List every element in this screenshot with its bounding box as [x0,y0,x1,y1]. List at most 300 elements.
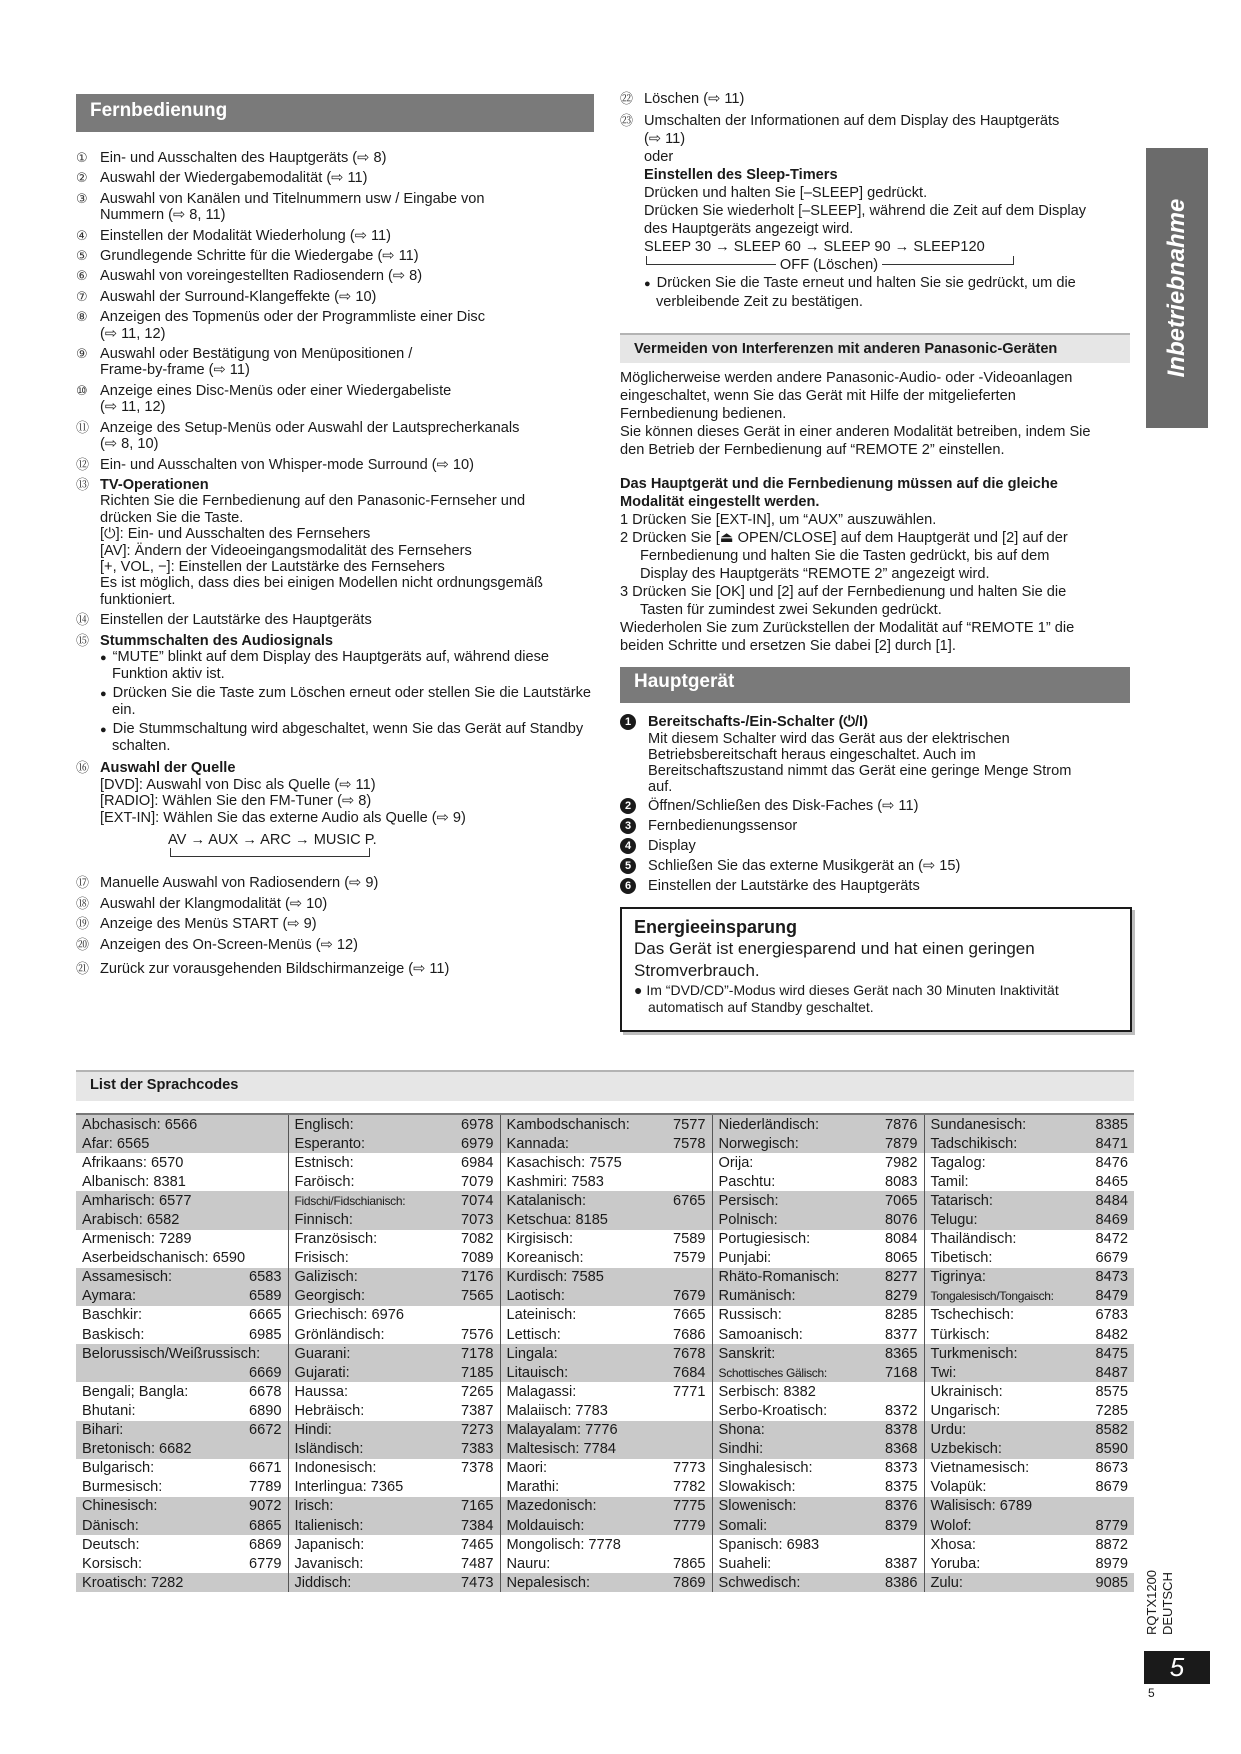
language-name: Georgisch: [294,1288,366,1305]
language-name: Orija: [718,1154,754,1171]
language-name: Bulgarisch: [82,1460,155,1477]
section-side-tab [1146,148,1208,428]
language-cell [924,1516,1134,1535]
language-cell [924,1268,1134,1287]
language-code: 7383 [461,1441,494,1458]
language-cell [288,1497,500,1516]
remote-item [76,191,606,224]
language-cell [712,1287,924,1306]
source-cycle: AV → AUX → ARC → MUSIC P. [168,832,377,849]
language-cell [288,1287,500,1306]
language-name: Kurdisch: 7585 [506,1269,604,1286]
language-name: Telugu: [930,1212,978,1229]
item-text [100,633,606,757]
item-text [100,248,606,264]
item-text-line: (⇨ 8, 10) [100,436,159,453]
language-cell [712,1249,924,1268]
item-text [642,713,1140,795]
language-cell [500,1535,712,1554]
language-cell [924,1421,1134,1440]
language-cell [500,1421,712,1440]
language-name: Laotisch: [506,1288,565,1305]
item-text [100,268,606,284]
language-name: Kambodschanisch: [506,1116,630,1133]
language-cell [76,1325,288,1344]
language-name: Japanisch: [294,1536,365,1553]
language-cell [924,1191,1134,1210]
language-cell [712,1325,924,1344]
language-name: Twi: [930,1364,957,1381]
language-cell [712,1478,924,1497]
language-code: 8575 [1095,1383,1128,1400]
item-text [100,457,606,473]
language-code: 8084 [885,1231,918,1248]
language-cell [924,1401,1134,1420]
tv-line: Es ist möglich, dass dies bei einigen Modellen nicht ordnungsgemäß [100,575,543,592]
language-row [76,1382,1134,1401]
language-name: Galizisch: [294,1269,358,1286]
language-name: Korsisch: [82,1555,143,1572]
main-unit-list [620,713,1140,895]
language-name: Kirgisisch: [506,1231,573,1248]
language-cell [924,1573,1134,1592]
interference-step-line: Wiederholen Sie zum Zurückstellen der Modalität auf “REMOTE 1” die [620,620,1075,636]
language-row [76,1459,1134,1478]
interference-step-line: Fernbedienung und halten Sie die Tasten gedrückt, bis auf dem [640,548,1050,564]
language-cell [288,1554,500,1573]
language-cell [500,1153,712,1172]
language-code: 8378 [885,1422,918,1439]
language-code: 7082 [461,1231,494,1248]
item-number: ㉓ [620,113,634,128]
language-cell [288,1535,500,1554]
language-name: Litauisch: [506,1364,569,1381]
language-row [76,1172,1134,1191]
language-cell [500,1191,712,1210]
language-name: Ukrainisch: [930,1383,1003,1400]
language-cell [712,1115,924,1134]
remote-items-column [76,150,606,981]
language-row [76,1363,1134,1382]
language-name: Amharisch: 6577 [82,1192,192,1209]
language-name: Kashmiri: 7583 [506,1173,604,1190]
language-code: 7869 [673,1574,706,1591]
item-text: Auswahl der Klangmodalität (⇨ 10) [100,895,328,912]
source-line: [DVD]: Auswahl von Disc als Quelle (⇨ 11) [100,776,376,793]
language-cell [76,1440,288,1459]
language-cell [288,1573,500,1592]
doc-language: DEUTSCH [1160,1572,1175,1635]
main-unit-item-line: Bereitschaftszustand nimmt das Gerät eine geringe Menge Strom [648,763,1072,779]
language-name: Rhäto-Romanisch: [718,1269,840,1286]
language-name: Serbo-Kroatisch: [718,1402,828,1419]
language-name: Rumänisch: [718,1288,796,1305]
language-code: 6869 [249,1536,282,1553]
language-name: Armenisch: 7289 [82,1231,192,1248]
language-code: 8379 [885,1517,918,1534]
language-code: 7178 [461,1345,494,1362]
language-name: Vietnamesisch: [930,1460,1030,1477]
language-name: Sundanesisch: [930,1116,1027,1133]
language-row [76,1344,1134,1363]
language-code: 7684 [673,1364,706,1381]
energy-title: Energieeinsparung [634,917,798,937]
language-cell [288,1210,500,1229]
item-text [100,760,606,871]
item-number: ⑫ [76,456,90,472]
language-name: Bretonisch: 6682 [82,1441,192,1458]
main-unit-item-line: Mit diesem Schalter wird das Gerät aus der elektrischen [648,731,1010,747]
language-cell [712,1516,924,1535]
language-row [76,1325,1134,1344]
item-text-line: Auswahl von voreingestellten Radiosendern (⇨ 8) [100,268,423,285]
language-cell [500,1497,712,1516]
language-cell [288,1459,500,1478]
language-code: 8475 [1095,1345,1128,1362]
remote-item [76,383,606,416]
language-code: 6671 [249,1460,282,1477]
language-code: 7578 [673,1135,706,1152]
language-cell [288,1382,500,1401]
item-text [100,150,606,166]
language-cell [500,1344,712,1363]
language-cell [76,1478,288,1497]
language-cell [76,1344,288,1363]
remote-item [76,457,606,473]
language-row [76,1268,1134,1287]
language-cell [712,1230,924,1249]
language-cell [288,1230,500,1249]
item-number: ㉒ [620,91,634,106]
item-number: 6 [620,878,636,894]
language-name: Lateinisch: [506,1307,577,1324]
language-code: 7679 [673,1288,706,1305]
language-code: 6589 [249,1288,282,1305]
language-row [76,1287,1134,1306]
language-cell [76,1306,288,1325]
item-number: 2 [620,798,636,814]
item-number: ⑲ [76,916,90,932]
language-cell [500,1172,712,1191]
remote-item [76,420,606,453]
language-code: 7678 [673,1345,706,1362]
language-name: Esperanto: [294,1135,366,1152]
language-name: Schwedisch: [718,1574,801,1591]
language-code: 7487 [461,1555,494,1572]
language-cell [500,1115,712,1134]
language-name: Ketschua: 8185 [506,1212,608,1229]
language-cell [500,1478,712,1497]
language-name: Uzbekisch: [930,1441,1002,1458]
language-name: Urdu: [930,1422,967,1439]
main-unit-item-line: Fernbedienungssensor [648,818,798,834]
source-heading: Auswahl der Quelle [100,760,236,777]
item-number: 4 [620,838,636,854]
language-code: 7773 [673,1460,706,1477]
item-text-line: Ein- und Ausschalten des Hauptgeräts (⇨ 8) [100,150,387,166]
language-code: 7771 [673,1383,706,1400]
language-name: Englisch: [294,1116,354,1133]
language-cell [712,1153,924,1172]
language-name: Tamil: [930,1173,969,1190]
item-number: 5 [620,858,636,874]
language-code: 7565 [461,1288,494,1305]
language-code: 8365 [885,1345,918,1362]
language-name: Ungarisch: [930,1402,1001,1419]
sleep-line: Drücken und halten Sie [–SLEEP] gedrückt. [644,185,928,201]
language-name: Tatarisch: [930,1192,993,1209]
language-cell [712,1440,924,1459]
language-name: Lingala: [506,1345,558,1362]
page-number-small: 5 [1148,1686,1155,1700]
language-cell [288,1363,500,1382]
main-unit-item-line: Öffnen/Schließen des Disk-Faches (⇨ 11) [648,798,919,814]
language-name: Zulu: [930,1574,963,1591]
item-text-line: Anzeige des Setup-Menüs oder Auswahl der Lautsprecherkanals [100,419,520,436]
language-cell [288,1191,500,1210]
language-code: 6765 [673,1192,706,1209]
item-text-line: Nummern (⇨ 8, 11) [100,207,226,224]
language-name: Dänisch: [82,1517,139,1534]
item-number: ⑪ [76,419,90,435]
language-cell [500,1325,712,1344]
language-cell [76,1268,288,1287]
interference-step-line: 2 Drücken Sie [⏏ OPEN/CLOSE] auf dem Hauptgerät und [2] auf der [620,530,1068,546]
tv-heading: TV-Operationen [100,476,209,493]
item-text [642,837,1140,855]
language-code: 7065 [885,1192,918,1209]
language-cell [712,1268,924,1287]
item-text-line: (⇨ 11, 12) [100,399,166,416]
language-row [76,1401,1134,1420]
language-name: Tagalog: [930,1154,986,1171]
item-number: ① [76,150,88,165]
language-cell [712,1210,924,1229]
language-code: 7865 [673,1555,706,1572]
item-text-line: Auswahl der Wiedergabemodalität (⇨ 11) [100,170,368,187]
language-code: 8482 [1095,1326,1128,1343]
language-code: 6979 [461,1135,494,1152]
remote-item [76,289,606,305]
item-number: ⑬ [76,476,90,492]
item-text [100,228,606,244]
item-text-line: Grundlegende Schritte für die Wiedergabe (⇨ 11) [100,248,419,265]
language-name: Katalanisch: [506,1192,587,1209]
language-code: 6672 [249,1422,282,1439]
item-text: Löschen (⇨ 11) [644,91,745,107]
language-name: Grönländisch: [294,1326,385,1343]
language-name: Sindhi: [718,1441,764,1458]
page-number-badge [1144,1651,1210,1684]
side-tab-label: Inbetriebnahme [1163,198,1190,378]
language-cell [500,1134,712,1153]
language-name: Hindi: [294,1422,332,1439]
language-code: 7168 [885,1364,918,1381]
language-name: Französisch: [294,1231,378,1248]
language-cell [924,1554,1134,1573]
language-name: Lettisch: [506,1326,561,1343]
language-code: 8465 [1095,1173,1128,1190]
language-code: 8872 [1095,1536,1128,1553]
language-name: Slowenisch: [718,1498,797,1515]
language-name: Belorussisch/Weißrussisch: [82,1345,261,1362]
language-name: Persisch: [718,1192,779,1209]
language-code: 8368 [885,1441,918,1458]
main-unit-item [620,837,1140,855]
language-name: Faröisch: [294,1173,355,1190]
language-cell [924,1210,1134,1229]
language-name: Malagassi: [506,1383,577,1400]
language-code: 6978 [461,1116,494,1133]
item-number: ⑦ [76,288,88,304]
language-cell [288,1440,500,1459]
item-text [642,877,1140,895]
language-name: Javanisch: [294,1555,364,1572]
item-text-line: Auswahl oder Bestätigung von Menüpositionen / [100,346,413,363]
language-code: 8377 [885,1326,918,1343]
language-code: 6783 [1095,1307,1128,1324]
main-unit-item-heading: Bereitschafts-/Ein-Schalter (⏻/I) [648,714,868,730]
language-cell [76,1497,288,1516]
item-text-line: Einstellen der Modalität Wiederholung (⇨ 11) [100,227,392,244]
language-name: Bengali; Bangla: [82,1383,189,1400]
mute-bullet: ● “MUTE” blinkt auf dem Display des Hauptgeräts auf, während diese Funktion aktiv ist. [100,649,606,683]
language-code: 7473 [461,1574,494,1591]
item-number: ㉑ [76,961,90,977]
language-name: Griechisch: 6976 [294,1307,405,1324]
item-number: ⑤ [76,248,88,264]
remote-item [76,228,606,244]
language-cell [288,1134,500,1153]
energy-bullet: ● Im “DVD/CD”-Modus wird dieses Gerät nach 30 Minuten Inaktivität [634,982,1059,998]
interference-line: den Betrieb der Fernbedienung auf “REMOTE 2” einstellen. [620,442,1005,458]
language-codes-title: List der Sprachcodes [90,1077,239,1093]
language-name: Deutsch: [82,1536,140,1553]
language-name: Kasachisch: 7575 [506,1154,622,1171]
tv-line: Richten Sie die Fernbedienung auf den Panasonic-Fernseher und [100,493,526,510]
language-name: Sanskrit: [718,1345,776,1362]
remote-item [76,170,606,186]
language-code: 8487 [1095,1364,1128,1381]
sleep-cycle: SLEEP 30 → SLEEP 60 → SLEEP 90 → SLEEP120 [644,239,985,255]
language-code: 7982 [885,1154,918,1171]
language-cell [924,1478,1134,1497]
language-code: 8385 [1095,1116,1128,1133]
language-name: Malaiisch: 7783 [506,1402,608,1419]
language-name: Maori: [506,1460,548,1477]
language-cell [924,1382,1134,1401]
language-cell [288,1401,500,1420]
language-cell [288,1153,500,1172]
language-name: Interlingua: 7365 [294,1479,404,1496]
language-name: Marathi: [506,1479,560,1496]
remote-item-mute [76,633,606,757]
language-cell [288,1115,500,1134]
language-code: 6665 [249,1307,282,1324]
item-text [100,289,606,305]
language-code: 6985 [249,1326,282,1343]
language-cell [500,1554,712,1573]
language-cell [500,1210,712,1229]
language-name: Koreanisch: [506,1250,584,1267]
language-cell [288,1306,500,1325]
language-code: 7576 [461,1326,494,1343]
language-name: Portugiesisch: [718,1231,811,1248]
language-name: Samoanisch: [718,1326,803,1343]
language-code: 8285 [885,1307,918,1324]
language-cell [712,1344,924,1363]
item-number: ⑳ [76,936,90,952]
main-unit-item [620,857,1140,875]
language-cell [76,1134,288,1153]
item-text: Zurück zur vorausgehenden Bildschirmanzeige (⇨ 11) [100,961,450,978]
language-cell [924,1497,1134,1516]
interference-step-line: Display des Hauptgeräts “REMOTE 2” angezeigt wird. [640,566,990,582]
source-line: [EXT-IN]: Wählen Sie das externe Audio als Quelle (⇨ 9) [100,809,466,826]
language-cell [288,1478,500,1497]
language-cell [924,1172,1134,1191]
language-cell [76,1363,288,1382]
language-row [76,1421,1134,1440]
item-text-line: Auswahl von Kanälen und Titelnummern usw / Eingabe von [100,190,485,207]
language-row [76,1191,1134,1210]
language-code: 8473 [1095,1269,1128,1286]
language-name: Russisch: [718,1307,782,1324]
main-unit-item [620,797,1140,815]
language-cell [76,1535,288,1554]
language-cell [500,1268,712,1287]
language-name: Türkisch: [930,1326,990,1343]
interference-line: eingeschaltet, wenn Sie das Gerät mit Hilfe der mitgelieferten [620,388,1016,404]
remote-item-tv [76,477,606,608]
language-code: 7089 [461,1250,494,1267]
interference-line: Möglicherweise werden andere Panasonic-Audio- oder -Videoanlagen [620,370,1073,386]
language-cell [924,1440,1134,1459]
item-text-line: Anzeigen des Topmenüs oder der Programmliste einer Disc [100,309,486,326]
item-number: ④ [76,227,88,243]
language-code: 8979 [1095,1555,1128,1572]
language-name: Punjabi: [718,1250,772,1267]
language-code: 8076 [885,1212,918,1229]
language-cell [924,1249,1134,1268]
language-cell [288,1325,500,1344]
language-name: Singhalesisch: [718,1460,813,1477]
language-code: 7384 [461,1517,494,1534]
language-name: Irisch: [294,1498,334,1515]
language-cell [924,1153,1134,1172]
main-unit-item-line: Einstellen der Lautstärke des Hauptgeräts [648,878,920,894]
language-code: 7789 [249,1479,282,1496]
language-name: Afar: 6565 [82,1135,150,1152]
language-name: Aymara: [82,1288,137,1305]
language-name: Norwegisch: [718,1135,799,1152]
language-name: Tschechisch: [930,1307,1015,1324]
interference-line: Fernbedienung bedienen. [620,406,787,422]
language-cell [500,1573,712,1592]
sleep-off-row [644,256,1014,274]
energy-saving-box [620,907,1132,1032]
sleep-off-label: OFF (Löschen) [776,257,882,273]
language-code: 8476 [1095,1154,1128,1171]
item-text: Anzeige des Menüs START (⇨ 9) [100,916,317,933]
remote-item-display-sleep [620,112,1140,311]
language-code: 7079 [461,1173,494,1190]
language-row [76,1230,1134,1249]
item-text [100,383,606,416]
language-name: Italienisch: [294,1517,364,1534]
language-row [76,1115,1134,1134]
energy-bullet-line: Im “DVD/CD”-Modus wird dieses Gerät nach 30 Minuten Inaktivität [646,982,1059,998]
